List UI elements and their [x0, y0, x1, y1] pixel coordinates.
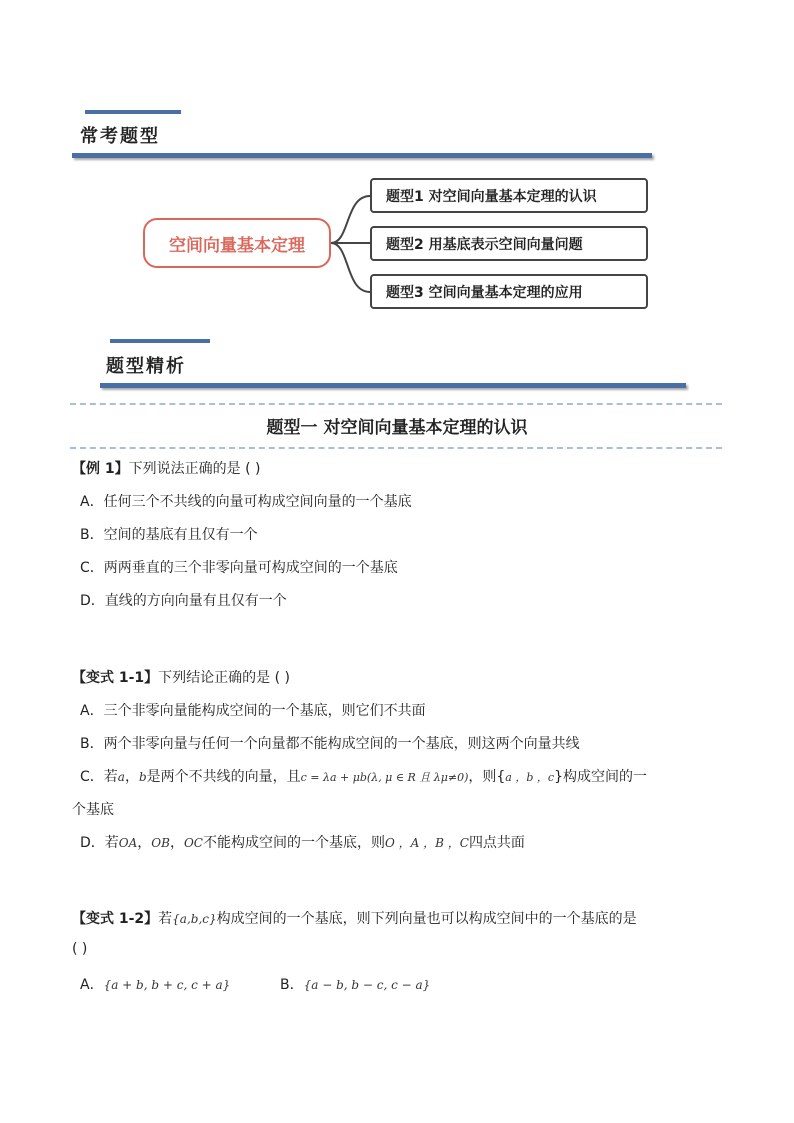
variant12-tag: 【变式 1-2】	[72, 911, 159, 927]
option-c-text-3: ，则{	[468, 769, 506, 785]
option-d-text-2: 不能构成空间的一个基底，则	[202, 835, 385, 851]
option-a-set: {a + b, b + c, c + a}	[103, 978, 231, 992]
header2-underline	[100, 383, 686, 388]
mindmap-branch-2: 题型2 用基底表示空间向量问题	[370, 226, 648, 261]
header2-top-bar	[110, 339, 210, 343]
variant12-blank: ( )	[72, 941, 88, 957]
mindmap-root: 空间向量基本定理	[143, 218, 331, 268]
option-b-set: {a − b, b − c, c − a}	[303, 978, 431, 992]
variant12-option-a	[80, 974, 230, 994]
example1-option-b: B．空间的基底有且仅有一个	[80, 527, 258, 543]
variant12-text-1: 若	[158, 911, 173, 927]
example1-option-d: D．直线的方向向量有且仅有一个	[80, 593, 287, 609]
example1-option-a: A．任何三个不共线的向量可构成空间向量的一个基底	[80, 494, 412, 510]
basis-set: {a,b,c}	[172, 912, 217, 926]
variant11-option-c-cont: 个基底	[72, 802, 114, 818]
section-title-common-types: 常考题型	[80, 126, 160, 147]
option-d-text-3: 四点共面	[468, 835, 525, 851]
variant11-option-a: A．三个非零向量能构成空间的一个基底，则它们不共面	[80, 703, 426, 719]
example1-tag: 【例 1】	[72, 461, 129, 477]
variant11-option-b: B．两个非零向量与任何一个向量都不能构成空间的一个基底，则这两个向量共线	[80, 736, 580, 752]
vector-ob: OB	[151, 836, 170, 850]
vector-oc: OC	[183, 836, 203, 850]
variant11-stem	[72, 667, 290, 687]
vector-a: a	[117, 770, 125, 784]
vector-oa: OA	[118, 836, 138, 850]
variant12-option-b	[280, 974, 430, 994]
type-heading: 题型一 对空间向量基本定理的认识	[266, 418, 528, 438]
vector-c-expression: c = λa + μb(λ, μ ∈ R 且 λμ≠0)	[300, 771, 469, 784]
points-list: O ，A ，B ，C	[384, 836, 469, 850]
example1-stem	[72, 458, 260, 478]
vector-b: b	[138, 770, 147, 784]
variant11-option-d	[80, 832, 525, 852]
variant11-question: 下列结论正确的是 ( )	[158, 670, 290, 686]
option-c-text-4: }构成空间的一	[554, 769, 647, 785]
option-b-label: B．	[280, 977, 304, 993]
option-c-text-2: 是两个不共线的向量，且	[146, 769, 301, 785]
example1-option-c: C．两两垂直的三个非零向量可构成空间的一个基底	[80, 560, 398, 576]
variant11-option-c	[80, 766, 647, 786]
option-c-text-1: C．若	[80, 769, 118, 785]
divider-dashed-bottom	[70, 447, 722, 449]
section-title-analysis: 题型精析	[106, 356, 186, 377]
example1-question: 下列说法正确的是 ( )	[128, 461, 261, 477]
mindmap-branch-3: 题型3 空间向量基本定理的应用	[370, 274, 648, 309]
option-d-sep-1: ，	[137, 835, 152, 851]
variant11-tag: 【变式 1-1】	[72, 670, 159, 686]
variant12-text-2: 构成空间的一个基底，则下列向量也可以构成空间中的一个基底的是	[216, 911, 637, 927]
option-c-sep: ，	[124, 769, 139, 785]
option-a-label: A．	[80, 977, 104, 993]
mindmap-branch-1: 题型1 对空间向量基本定理的认识	[370, 178, 648, 213]
variant12-stem	[72, 908, 637, 928]
option-d-sep-2: ，	[169, 835, 184, 851]
option-d-text-1: D．若	[80, 835, 119, 851]
divider-dashed-top	[70, 403, 722, 405]
vector-set: a ，b ，c	[505, 771, 555, 784]
